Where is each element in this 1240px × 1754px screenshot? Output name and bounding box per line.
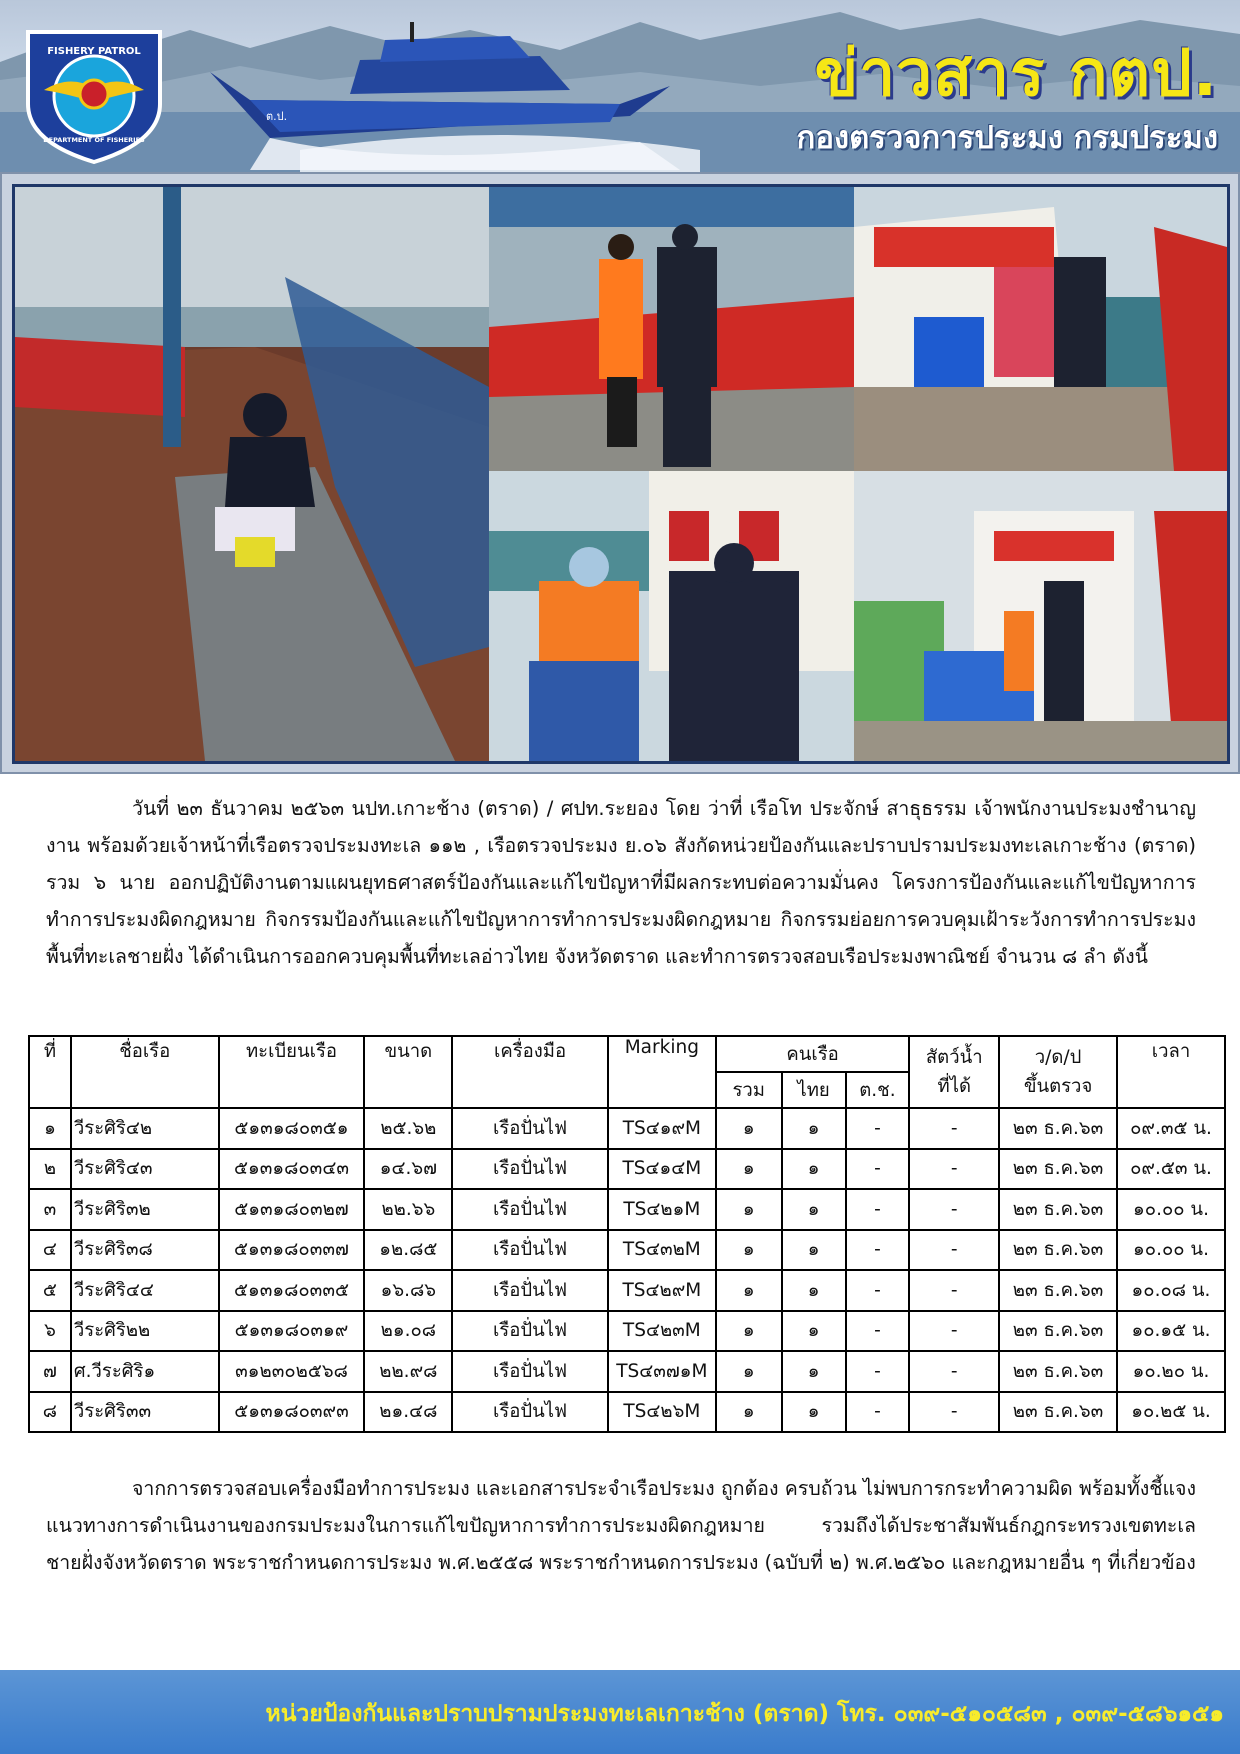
cell-vessel-name: วีระศิริ๔๓: [71, 1149, 219, 1190]
cell-crew-foreign: -: [846, 1351, 910, 1392]
cell-marking: TS๔๒๓M: [608, 1311, 716, 1352]
header-size: ขนาด: [364, 1036, 452, 1108]
cell-no: ๕: [29, 1270, 71, 1311]
cell-time: ๑๐.๐๐ น.: [1117, 1189, 1225, 1230]
fishery-patrol-logo: [20, 24, 168, 164]
cell-registration: ๕๑๓๑๘๐๓๒๗: [219, 1189, 365, 1230]
cell-gear: เรือปั่นไฟ: [452, 1230, 608, 1271]
cell-catch: -: [909, 1392, 999, 1433]
cell-time: ๐๙.๕๓ น.: [1117, 1149, 1225, 1190]
header-catch-line2: ที่ได้: [937, 1076, 972, 1097]
cell-size: ๒๒.๙๘: [364, 1351, 452, 1392]
table-row: [29, 1270, 1225, 1311]
cell-registration: ๕๑๓๑๘๐๓๙๓: [219, 1392, 365, 1433]
cell-catch: -: [909, 1189, 999, 1230]
header-date-line1: ว/ด/ป: [1034, 1047, 1082, 1068]
cell-crew-foreign: -: [846, 1230, 910, 1271]
cell-gear: เรือปั่นไฟ: [452, 1149, 608, 1190]
cell-marking: TS๔๑๙M: [608, 1108, 716, 1149]
table-row: [29, 1108, 1225, 1149]
cell-marking: TS๔๓๒M: [608, 1230, 716, 1271]
cell-time: ๑๐.๐๐ น.: [1117, 1230, 1225, 1271]
cell-size: ๒๕.๖๒: [364, 1108, 452, 1149]
cell-crew-thai: ๑: [782, 1270, 846, 1311]
footer-contact: หน่วยป้องกันและปราบปรามประมงทะเลเกาะช้าง (ตราด) โทร. ๐๓๙-๕๑๐๕๘๓ , ๐๓๙-๕๘๖๑๕๑: [265, 1701, 1224, 1727]
photo-collage: [12, 184, 1230, 764]
cell-time: ๑๐.๒๕ น.: [1117, 1392, 1225, 1433]
newsletter-subtitle: กองตรวจการประมง กรมประมง: [796, 120, 1218, 156]
cell-date: ๒๓ ธ.ค.๖๓: [999, 1311, 1117, 1352]
table-row: [29, 1189, 1225, 1230]
patrol-boat-image: [210, 20, 680, 170]
logo-text-bottom: DEPARTMENT OF FISHERIES: [43, 136, 145, 144]
cell-date: ๒๓ ธ.ค.๖๓: [999, 1108, 1117, 1149]
cell-crew-thai: ๑: [782, 1108, 846, 1149]
cell-registration: ๕๑๓๑๘๐๓๔๓: [219, 1149, 365, 1190]
cell-time: ๑๐.๐๘ น.: [1117, 1270, 1225, 1311]
cell-crew-total: ๑: [716, 1230, 782, 1271]
table-row: [29, 1149, 1225, 1190]
header-crew-total: รวม: [716, 1072, 782, 1108]
cell-catch: -: [909, 1270, 999, 1311]
cell-size: ๒๑.๔๘: [364, 1392, 452, 1433]
header-banner: [0, 0, 1240, 172]
cell-crew-foreign: -: [846, 1270, 910, 1311]
cell-crew-total: ๑: [716, 1149, 782, 1190]
cell-registration: ๓๑๒๓๐๒๕๖๘: [219, 1351, 365, 1392]
cell-no: ๓: [29, 1189, 71, 1230]
photo-officer-with-crew-1: [489, 187, 854, 471]
header-date-line2: ขึ้นตรวจ: [1023, 1076, 1093, 1097]
header-gear: เครื่องมือ: [452, 1036, 608, 1108]
header-marking: Marking: [608, 1036, 716, 1108]
cell-gear: เรือปั่นไฟ: [452, 1270, 608, 1311]
cell-date: ๒๓ ธ.ค.๖๓: [999, 1392, 1117, 1433]
cell-crew-foreign: -: [846, 1189, 910, 1230]
cell-crew-total: ๑: [716, 1108, 782, 1149]
cell-marking: TS๔๒๙M: [608, 1270, 716, 1311]
cell-vessel-name: วีระศิริ๔๔: [71, 1270, 219, 1311]
cell-date: ๒๓ ธ.ค.๖๓: [999, 1189, 1117, 1230]
header-time: เวลา: [1117, 1036, 1225, 1108]
cell-size: ๑๖.๘๖: [364, 1270, 452, 1311]
cell-no: ๘: [29, 1392, 71, 1433]
cell-crew-thai: ๑: [782, 1392, 846, 1433]
logo-text-top: FISHERY PATROL: [47, 46, 141, 57]
footer-bar: [0, 1670, 1240, 1754]
cell-registration: ๕๑๓๑๘๐๓๓๕: [219, 1270, 365, 1311]
header-vessel-name: ชื่อเรือ: [71, 1036, 219, 1108]
cell-registration: ๕๑๓๑๘๐๓๓๗: [219, 1230, 365, 1271]
photo-officer-with-crew-4: [854, 471, 1227, 761]
cell-catch: -: [909, 1351, 999, 1392]
cell-crew-thai: ๑: [782, 1230, 846, 1271]
photo-officer-with-crew-2: [854, 187, 1227, 471]
table-row: [29, 1311, 1225, 1352]
cell-registration: ๕๑๓๑๘๐๓๑๙: [219, 1311, 365, 1352]
cell-marking: TS๔๓๗๑M: [608, 1351, 716, 1392]
photo-officer-inspecting-documents: [15, 187, 489, 761]
cell-vessel-name: วีระศิริ๓๘: [71, 1230, 219, 1271]
cell-gear: เรือปั่นไฟ: [452, 1311, 608, 1352]
header-crew-thai: ไทย: [782, 1072, 846, 1108]
cell-crew-total: ๑: [716, 1270, 782, 1311]
cell-crew-foreign: -: [846, 1108, 910, 1149]
cell-size: ๒๑.๐๘: [364, 1311, 452, 1352]
table-body: [29, 1108, 1225, 1432]
cell-gear: เรือปั่นไฟ: [452, 1189, 608, 1230]
photo-collage-frame: [0, 172, 1240, 774]
cell-crew-total: ๑: [716, 1311, 782, 1352]
cell-crew-foreign: -: [846, 1392, 910, 1433]
cell-no: ๗: [29, 1351, 71, 1392]
cell-time: ๐๙.๓๕ น.: [1117, 1108, 1225, 1149]
cell-no: ๔: [29, 1230, 71, 1271]
closing-paragraph: จากการตรวจสอบเครื่องมือทำการประมง และเอกสารประจำเรือประมง ถูกต้อง ครบถ้วน ไม่พบการกระทำความผิด พร้อมทั้งชี้แจงแนวทางการดำเนินงานของกรมประมงในการแก้ไขปัญหาการทำการประมงผิดกฎหมาย รวมถึงได้ประชาสัมพันธ์กฎกระทรวงเขตทะเลชายฝั่งจังหวัดตราด พระราชกำหนดการประมง พ.ศ.๒๕๕๘ พระราชกำหนดการประมง (ฉบับที่ ๒) พ.ศ.๒๕๖๐ และกฎหมายอื่น ๆ ที่เกี่ยวข้อง: [46, 1477, 1196, 1574]
header-catch-line1: สัตว์น้ำ: [925, 1047, 983, 1068]
cell-crew-thai: ๑: [782, 1149, 846, 1190]
cell-crew-thai: ๑: [782, 1351, 846, 1392]
cell-crew-total: ๑: [716, 1392, 782, 1433]
cell-catch: -: [909, 1149, 999, 1190]
cell-date: ๒๓ ธ.ค.๖๓: [999, 1270, 1117, 1311]
cell-marking: TS๔๒๑M: [608, 1189, 716, 1230]
cell-crew-foreign: -: [846, 1311, 910, 1352]
header-date: [999, 1036, 1117, 1108]
newsletter-title: ข่าวสาร กตป.: [814, 37, 1218, 111]
header-catch: [909, 1036, 999, 1108]
boat-hull-text: ต.ป.: [266, 110, 288, 123]
inspected-vessels-table: [28, 1035, 1226, 1433]
header-no: ที่: [29, 1036, 71, 1108]
cell-vessel-name: วีระศิริ๓๒: [71, 1189, 219, 1230]
cell-crew-thai: ๑: [782, 1311, 846, 1352]
cell-catch: -: [909, 1230, 999, 1271]
header-crew-foreign: ต.ช.: [846, 1072, 910, 1108]
cell-date: ๒๓ ธ.ค.๖๓: [999, 1230, 1117, 1271]
cell-no: ๑: [29, 1108, 71, 1149]
cell-gear: เรือปั่นไฟ: [452, 1108, 608, 1149]
cell-vessel-name: วีระศิริ๔๒: [71, 1108, 219, 1149]
cell-no: ๖: [29, 1311, 71, 1352]
cell-marking: TS๔๑๔M: [608, 1149, 716, 1190]
header-crew: คนเรือ: [716, 1036, 910, 1072]
cell-gear: เรือปั่นไฟ: [452, 1351, 608, 1392]
table-row: [29, 1351, 1225, 1392]
cell-gear: เรือปั่นไฟ: [452, 1392, 608, 1433]
cell-registration: ๕๑๓๑๘๐๓๕๑: [219, 1108, 365, 1149]
cell-catch: -: [909, 1108, 999, 1149]
photo-officer-with-crew-3: [489, 471, 854, 761]
cell-crew-total: ๑: [716, 1351, 782, 1392]
header-registration: ทะเบียนเรือ: [219, 1036, 365, 1108]
cell-vessel-name: วีระศิริ๒๒: [71, 1311, 219, 1352]
table-row: [29, 1392, 1225, 1433]
cell-crew-foreign: -: [846, 1149, 910, 1190]
cell-size: ๑๔.๖๗: [364, 1149, 452, 1190]
cell-size: ๑๒.๘๕: [364, 1230, 452, 1271]
intro-paragraph: วันที่ ๒๓ ธันวาคม ๒๕๖๓ นปท.เกาะช้าง (ตราด) / ศปท.ระยอง โดย ว่าที่ เรือโท ประจักษ์ สาธุธรรม เจ้าพนักงานประมงชำนาญงาน พร้อมด้วยเจ้าหน้าที่เรือตรวจประมงทะเล ๑๑๒ , เรือตรวจประมง ย.๐๖ สังกัดหน่วยป้องกันและปราบปรามประมงทะเลเกาะช้าง (ตราด) รวม ๖ นาย ออกปฏิบัติงานตามแผนยุทธศาสตร์ป้องกันและแก้ไขปัญหาที่มีผลกระทบต่อความมั่นคง โครงการป้องกันและแก้ไขปัญหาการทำการประมงผิดกฎหมาย กิจกรรมป้องกันและแก้ไขปัญหาการทำการประมงผิดกฎหมาย กิจกรรมย่อยการควบคุมเฝ้าระวังการทำการประมงพื้นที่ทะเลชายฝั่ง ได้ดำเนินการออกควบคุมพื้นที่ทะเลอ่าวไทย จังหวัดตราด และทำการตรวจสอบเรือประมงพาณิชย์ จำนวน ๘ ลำ ดังนี้: [46, 797, 1196, 968]
cell-crew-thai: ๑: [782, 1189, 846, 1230]
table-row: [29, 1230, 1225, 1271]
cell-catch: -: [909, 1311, 999, 1352]
cell-vessel-name: ศ.วีระศิริ๑: [71, 1351, 219, 1392]
cell-crew-total: ๑: [716, 1189, 782, 1230]
cell-marking: TS๔๒๖M: [608, 1392, 716, 1433]
cell-no: ๒: [29, 1149, 71, 1190]
cell-size: ๒๒.๖๖: [364, 1189, 452, 1230]
cell-time: ๑๐.๒๐ น.: [1117, 1351, 1225, 1392]
cell-vessel-name: วีระศิริ๓๓: [71, 1392, 219, 1433]
cell-date: ๒๓ ธ.ค.๖๓: [999, 1351, 1117, 1392]
cell-date: ๒๓ ธ.ค.๖๓: [999, 1149, 1117, 1190]
cell-time: ๑๐.๑๕ น.: [1117, 1311, 1225, 1352]
